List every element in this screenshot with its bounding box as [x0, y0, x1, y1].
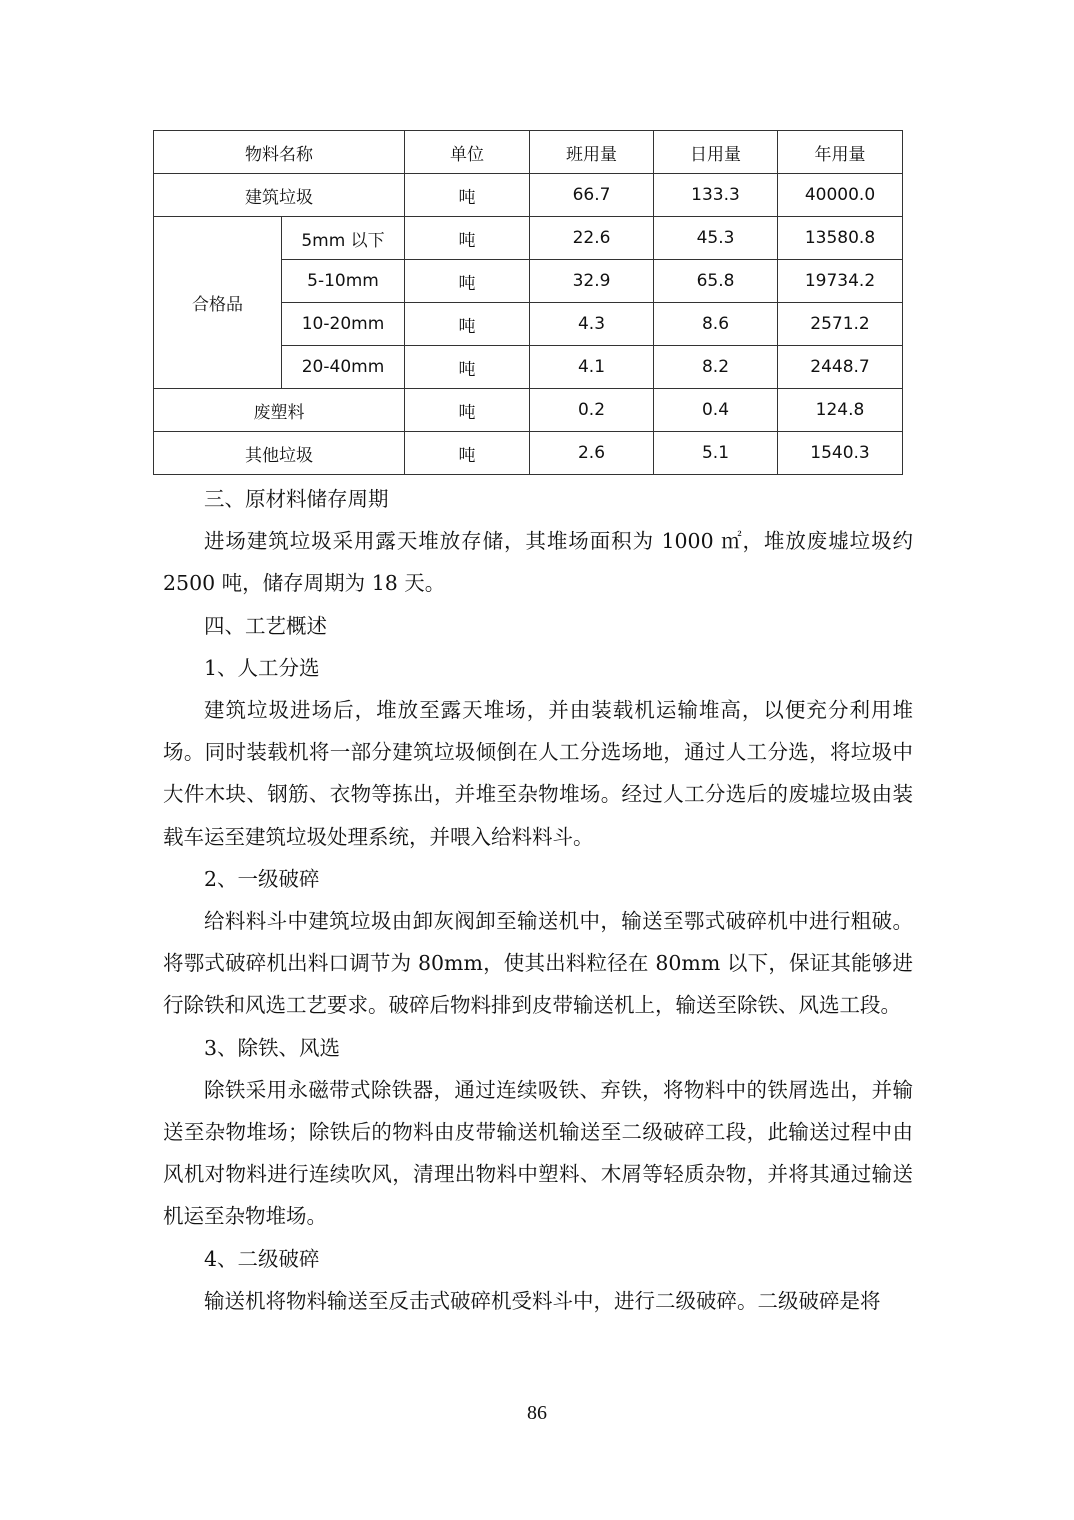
- cell-daily-usage: 5.1: [654, 432, 778, 475]
- paragraph-manual-sorting: 建筑垃圾进场后，堆放至露天堆场，并由装载机运输堆高，以便充分利用堆场。同时装载机将一部分建筑垃圾倾倒在人工分选场地，通过人工分选，将垃圾中大件木块、钢筋、衣物等拣出，并堆至杂物堆场。经过人工分选后的废墟垃圾由装载车运至建筑垃圾处理系统，并喂入给料料斗。: [163, 698, 913, 849]
- header-shift-usage: 班用量: [530, 131, 654, 174]
- table-header-row: [154, 131, 903, 174]
- cell-material-name: 废塑料: [154, 389, 405, 432]
- cell-annual-usage: 2448.7: [778, 346, 903, 389]
- header-material-name: 物料名称: [154, 131, 405, 174]
- cell-material-name: 其他垃圾: [154, 432, 405, 475]
- cell-unit: 吨: [405, 217, 530, 260]
- cell-unit: 吨: [405, 432, 530, 475]
- paragraph-storage: 进场建筑垃圾采用露天堆放存储，其堆场面积为 1000 ㎡，堆放废墟垃圾约 2500 吨，储存周期为 18 天。: [163, 529, 913, 596]
- cell-annual-usage: 1540.3: [778, 432, 903, 475]
- step-heading-primary-crushing: 2、一级破碎: [204, 866, 320, 891]
- cell-daily-usage: 45.3: [654, 217, 778, 260]
- cell-unit: 吨: [405, 174, 530, 217]
- cell-shift-usage: 0.2: [530, 389, 654, 432]
- body-text: [163, 478, 913, 1322]
- cell-shift-usage: 2.6: [530, 432, 654, 475]
- table-row: [154, 174, 903, 217]
- cell-size-range: 10-20mm: [282, 303, 405, 346]
- cell-unit: 吨: [405, 260, 530, 303]
- paragraph-iron-removal: 除铁采用永磁带式除铁器，通过连续吸铁、弃铁，将物料中的铁屑选出，并输送至杂物堆场；除铁后的物料由皮带输送机输送至二级破碎工段，此输送过程中由风机对物料进行连续吹风，清理出物料中塑料、木屑等轻质杂物，并将其通过输送机运至杂物堆场。: [163, 1077, 913, 1229]
- cell-shift-usage: 32.9: [530, 260, 654, 303]
- cell-unit: 吨: [405, 389, 530, 432]
- cell-shift-usage: 4.3: [530, 303, 654, 346]
- table-row: [154, 389, 903, 432]
- page-number: 86: [527, 1402, 547, 1424]
- section-heading-process: 四、工艺概述: [204, 613, 327, 638]
- header-annual-usage: 年用量: [778, 131, 903, 174]
- cell-annual-usage: 2571.2: [778, 303, 903, 346]
- cell-size-range: 20-40mm: [282, 346, 405, 389]
- cell-group-qualified: 合格品: [154, 217, 282, 389]
- table-row: [154, 432, 903, 475]
- cell-size-range: 5-10mm: [282, 260, 405, 303]
- cell-size-range: 5mm 以下: [282, 217, 405, 260]
- cell-daily-usage: 8.2: [654, 346, 778, 389]
- cell-daily-usage: 65.8: [654, 260, 778, 303]
- cell-shift-usage: 66.7: [530, 174, 654, 217]
- cell-shift-usage: 22.6: [530, 217, 654, 260]
- step-heading-secondary-crushing: 4、二级破碎: [204, 1246, 320, 1271]
- table-row: [154, 217, 903, 260]
- cell-annual-usage: 19734.2: [778, 260, 903, 303]
- paragraph-secondary-crushing: 输送机将物料输送至反击式破碎机受料斗中，进行二级破碎。二级破碎是将: [204, 1288, 881, 1313]
- cell-material-name: 建筑垃圾: [154, 174, 405, 217]
- cell-shift-usage: 4.1: [530, 346, 654, 389]
- cell-daily-usage: 133.3: [654, 174, 778, 217]
- step-heading-manual-sorting: 1、人工分选: [204, 655, 320, 680]
- cell-unit: 吨: [405, 346, 530, 389]
- material-usage-table: [153, 130, 903, 475]
- cell-daily-usage: 8.6: [654, 303, 778, 346]
- header-unit: 单位: [405, 131, 530, 174]
- section-heading-storage: 三、原材料储存周期: [204, 487, 389, 511]
- step-heading-iron-removal: 3、除铁、风选: [204, 1035, 341, 1060]
- cell-daily-usage: 0.4: [654, 389, 778, 432]
- cell-annual-usage: 40000.0: [778, 174, 903, 217]
- cell-annual-usage: 13580.8: [778, 217, 903, 260]
- cell-annual-usage: 124.8: [778, 389, 903, 432]
- paragraph-primary-crushing: 给料料斗中建筑垃圾由卸灰阀卸至输送机中，输送至鄂式破碎机中进行粗破。将鄂式破碎机出料口调节为 80mm，使其出料粒径在 80mm 以下，保证其能够进行除铁和风选工艺要求。破碎后物料排到皮带输送机上，输送至除铁、风选工段。: [163, 909, 913, 1018]
- header-daily-usage: 日用量: [654, 131, 778, 174]
- cell-unit: 吨: [405, 303, 530, 346]
